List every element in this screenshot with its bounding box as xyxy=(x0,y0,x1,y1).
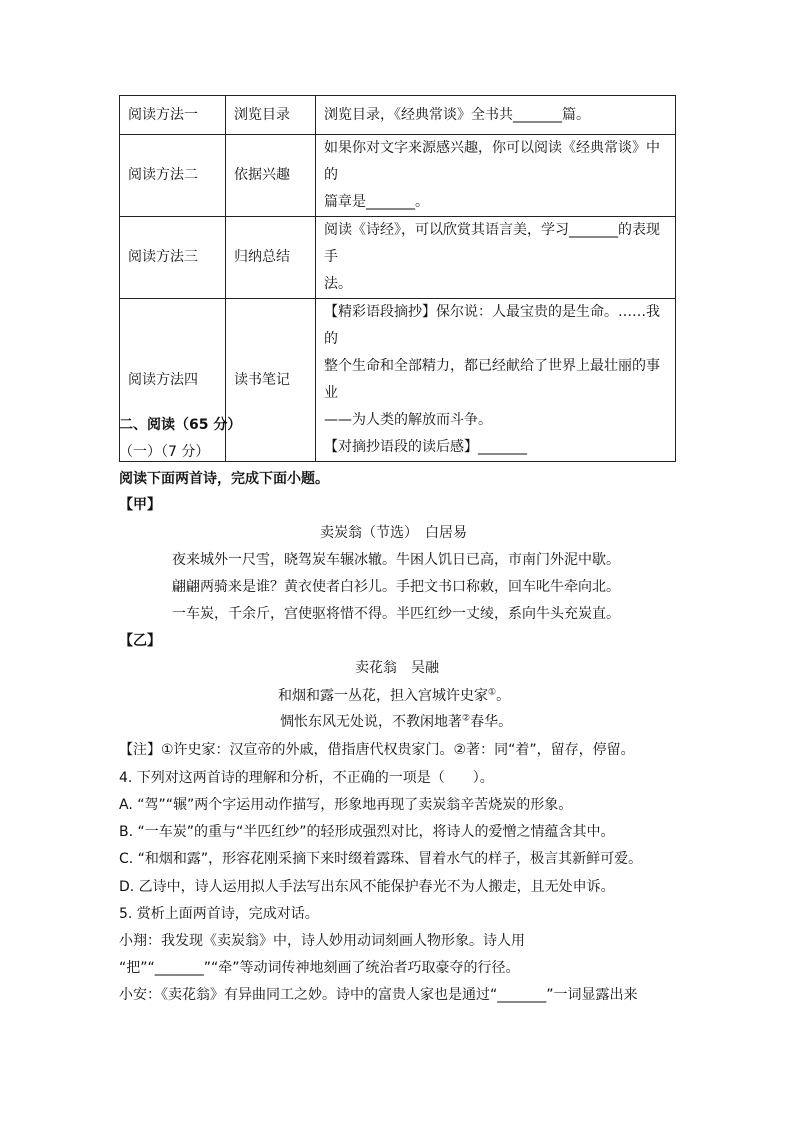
content-line: 法。 xyxy=(324,276,352,292)
poem2-line xyxy=(278,685,510,705)
content-line: 如果你对文字来源感兴趣，你可以阅读《经典常谈》中的 xyxy=(324,140,660,183)
approach-cell: 读书笔记 xyxy=(226,299,316,462)
question-5: 5. 赏析上面两首诗，完成对话。 xyxy=(119,906,319,922)
poem1-line: 夜来城外一尺雪，晓驾炭车辗冰辙。牛困人饥日已高，市南门外泥中歇。 xyxy=(172,552,620,568)
dialogue-line: “把”“_______”“牵”等动词传神地刻画了统治者巧取豪夺的行径。 xyxy=(119,960,520,976)
footnote-marker: ① xyxy=(488,687,497,698)
poem2-text: 。 xyxy=(496,688,511,704)
content-line: 篇章是_______。 xyxy=(324,194,429,210)
annotation-note: 【注】①许史家：汉宣帝的外戚，借指唐代权贵家门。②著：同“着”，留存，停留。 xyxy=(119,742,635,758)
table-row xyxy=(120,217,676,299)
approach-cell: 浏览目录 xyxy=(226,96,316,135)
part-label: （一）（7 分） xyxy=(119,444,210,460)
poem2-text: 惆怅东风无处说，不教闲地著 xyxy=(280,714,462,730)
approach-cell: 归纳总结 xyxy=(226,217,316,299)
content-line: 【精彩语段摘抄】保尔说：人最宝贵的是生命。……我的 xyxy=(324,304,660,347)
content-line: 【对摘抄语段的读后感】_______ xyxy=(324,439,527,455)
footnote-marker: ② xyxy=(462,713,471,724)
poem2-line xyxy=(280,711,512,731)
content-line: 浏览目录，《经典常谈》全书共_______篇。 xyxy=(324,106,590,123)
option-d: D. 乙诗中，诗人运用拟人手法写出东风不能保护春光不为人搬走，且无处申诉。 xyxy=(119,879,615,895)
method-cell: 阅读方法三 xyxy=(120,217,226,299)
content-cell xyxy=(316,135,676,217)
content-cell xyxy=(316,217,676,299)
content-line: ——为人类的解放而斗争。 xyxy=(324,412,492,428)
dialogue-line: 小安：《卖花翁》有异曲同工之妙。诗中的富贵人家也是通过“_______”一词显露出来 xyxy=(119,987,638,1003)
question-4: 4. 下列对这两首诗的理解和分析，不正确的一项是（ ）。 xyxy=(119,770,494,786)
content-line: 整个生命和全部精力，都已经献给了世界上最壮丽的事业 xyxy=(324,358,660,401)
approach-cell: 依据兴趣 xyxy=(226,135,316,217)
poem-label-yi: 【乙】 xyxy=(119,633,161,649)
poem-label-jia: 【甲】 xyxy=(119,497,161,513)
table-row xyxy=(120,135,676,217)
content-line: 阅读《诗经》，可以欣赏其语言美，学习_______的表现手 xyxy=(324,222,660,265)
content-cell xyxy=(316,96,676,135)
table-row xyxy=(120,96,676,135)
option-c: C. “和烟和露”，形容花刚采摘下来时缀着露珠、冒着水气的样子，极言其新鲜可爱。 xyxy=(119,851,643,867)
content-cell xyxy=(316,299,676,462)
option-b: B. “一车炭”的重与“半匹红纱”的轻形成强烈对比，将诗人的爱憎之情蕴含其中。 xyxy=(119,824,615,840)
section-heading: 二、阅读（65 分） xyxy=(119,417,242,433)
instruction: 阅读下面两首诗，完成下面小题。 xyxy=(119,471,329,487)
poem1-title: 卖炭翁（节选） 白居易 xyxy=(320,525,467,541)
poem1-line: 一车炭，千余斤，宫使驱将惜不得。半匹红纱一丈绫，系向牛头充炭直。 xyxy=(172,606,620,622)
reading-methods-table xyxy=(119,95,676,462)
poem2-title: 卖花翁 吴融 xyxy=(355,660,439,676)
method-cell: 阅读方法四 xyxy=(120,299,226,462)
table-row xyxy=(120,299,676,462)
poem2-text: 春华。 xyxy=(470,714,513,730)
poem2-text: 和烟和露一丛花，担入宫城许史家 xyxy=(278,688,488,704)
method-cell: 阅读方法一 xyxy=(120,96,226,135)
poem1-line: 翩翩两骑来是谁？黄衣使者白衫儿。手把文书口称敕，回车叱牛牵向北。 xyxy=(172,579,620,595)
option-a: A. “驾”“辗”两个字运用动作描写，形象地再现了卖炭翁辛苦烧炭的形象。 xyxy=(119,797,573,813)
dialogue-line: 小翔：我发现《卖炭翁》中，诗人妙用动词刻画人物形象。诗人用 xyxy=(119,933,525,949)
method-cell: 阅读方法二 xyxy=(120,135,226,217)
